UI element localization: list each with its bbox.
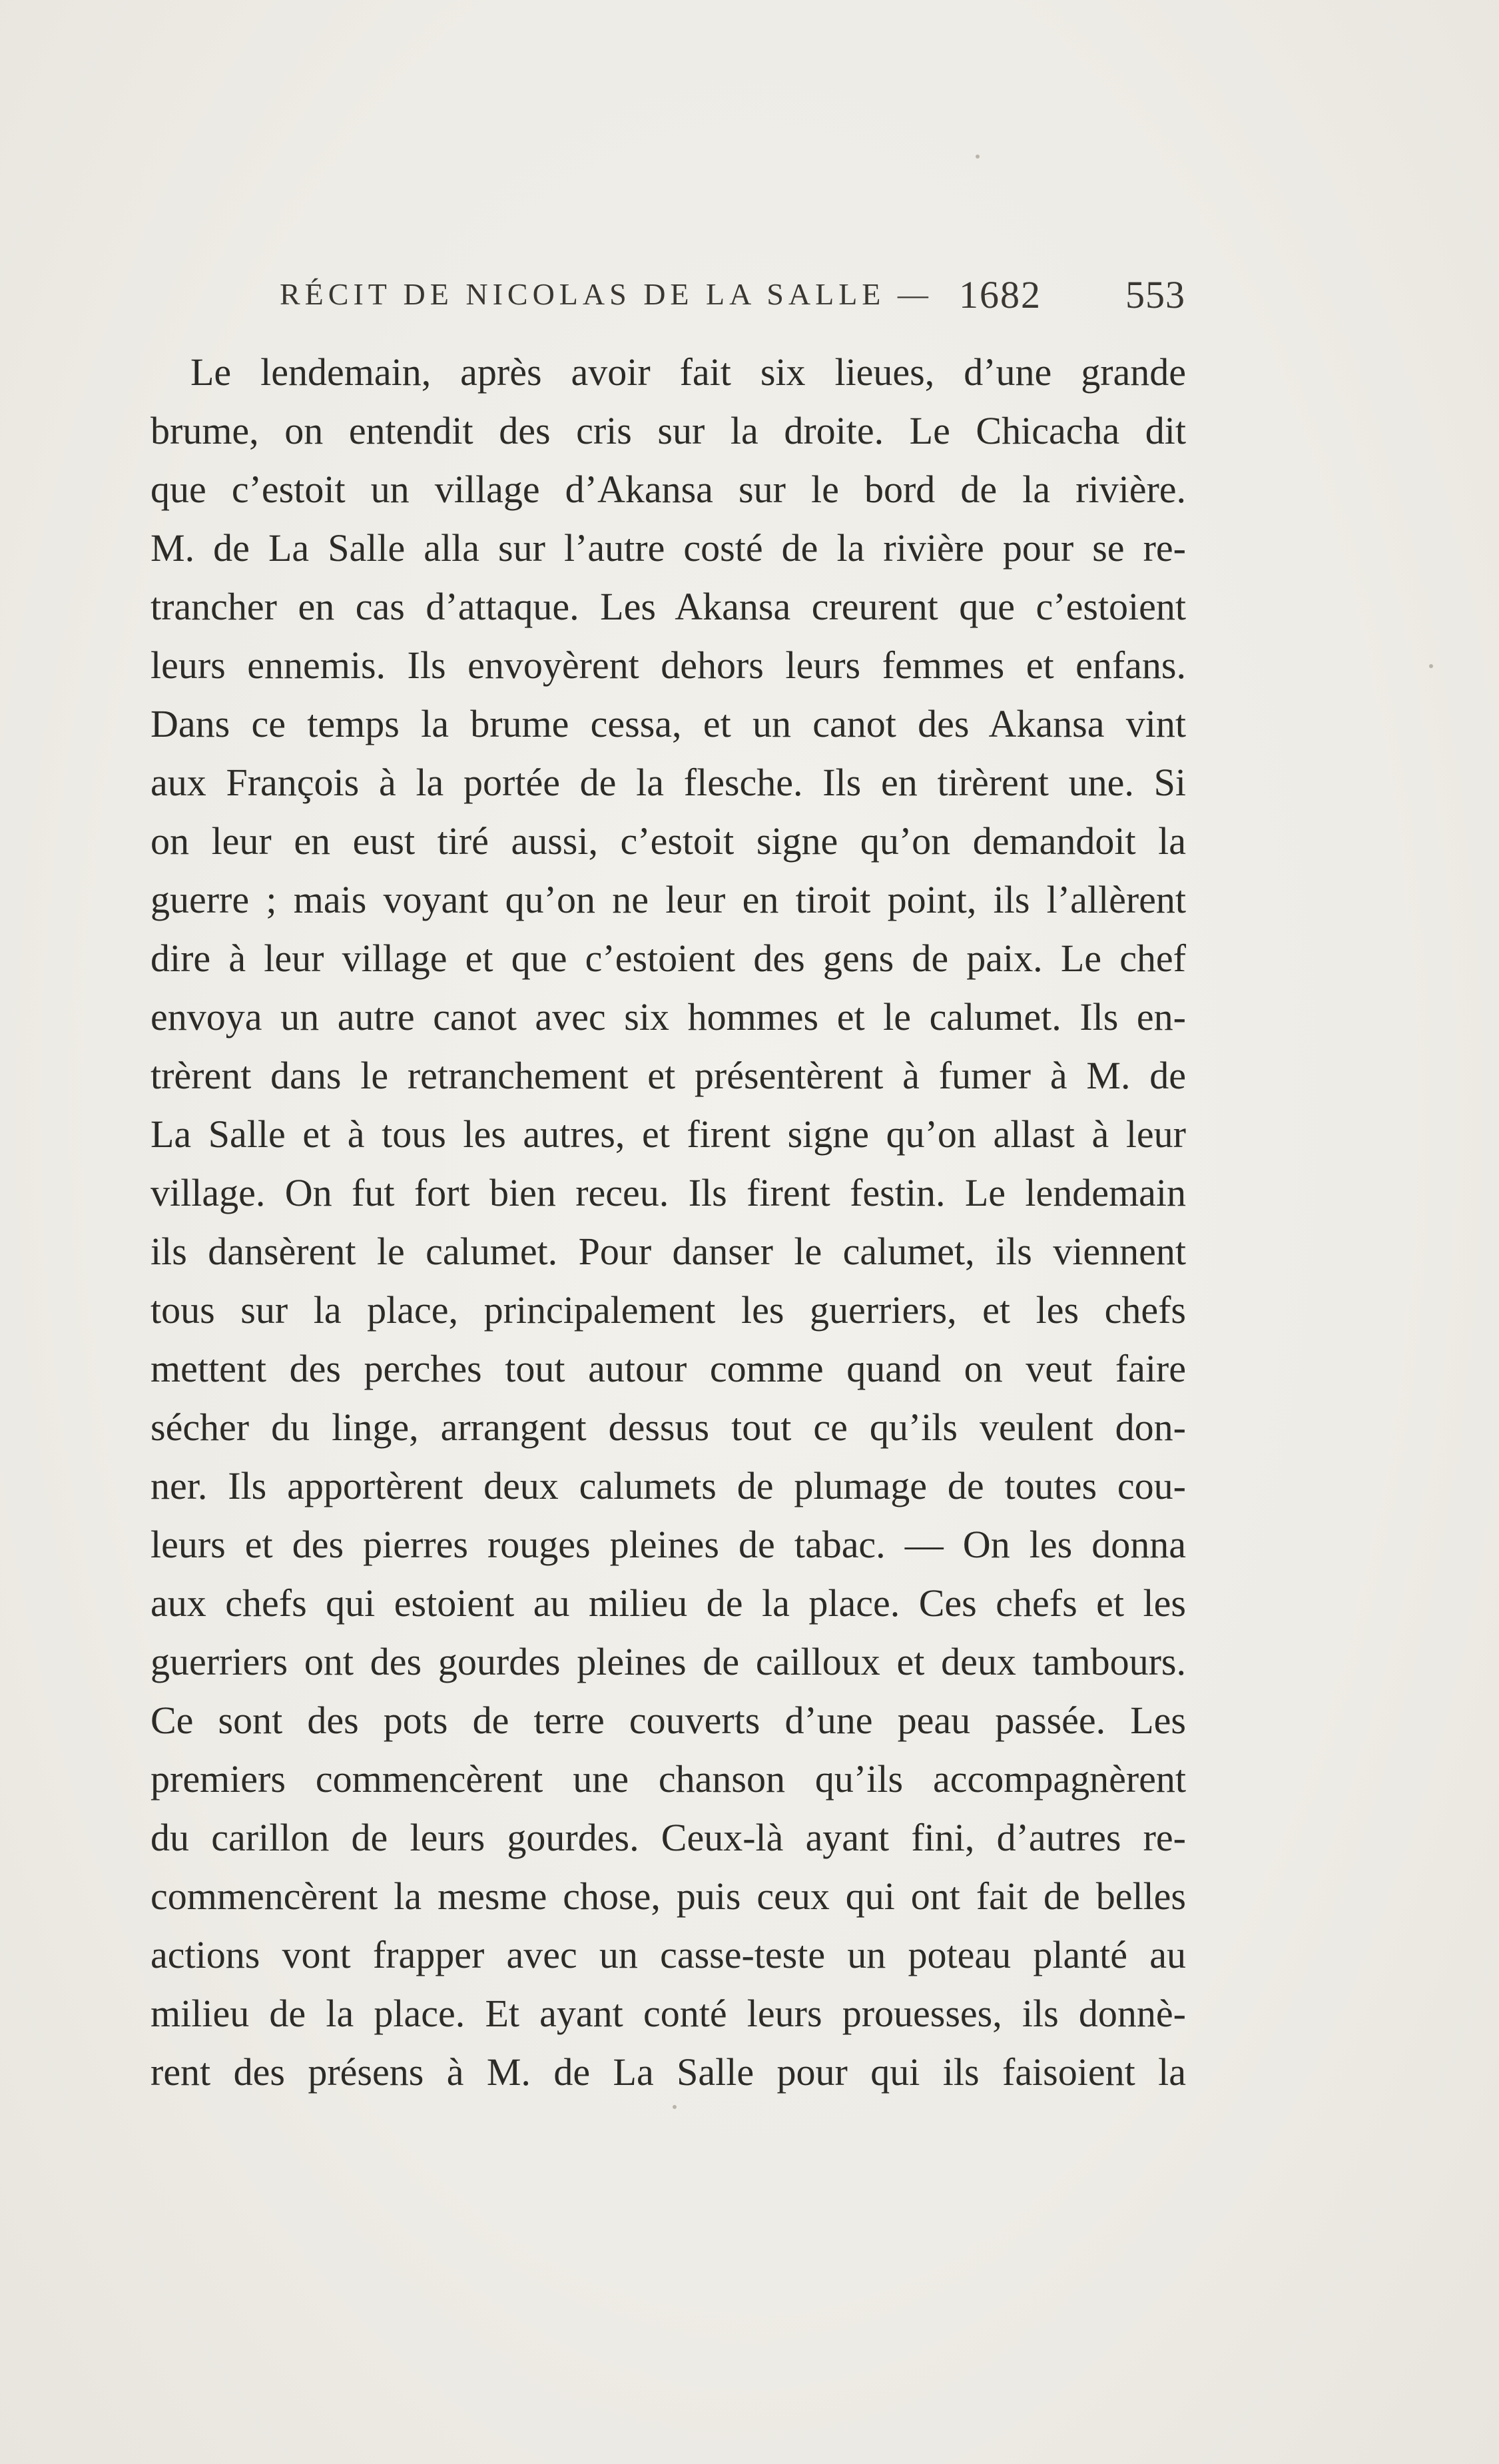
running-head-year: 1682 xyxy=(959,273,1042,316)
text-line: premiers commencèrent une chanson qu’ils accompagnèrent xyxy=(150,1757,1186,1801)
paper-speck xyxy=(976,155,980,159)
text-line: trèrent dans le retranchement et présentèrent à fumer à M. de xyxy=(150,1054,1186,1097)
text-line: village. On fut fort bien receu. Ils firent festin. Le lendemain xyxy=(150,1171,1186,1214)
text-line: aux François à la portée de la flesche. Ils en tirèrent une. Si xyxy=(150,761,1186,804)
text-line: mettent des perches tout autour comme quand on veut faire xyxy=(150,1347,1186,1390)
page-number: 553 xyxy=(1125,273,1185,316)
text-line: Ce sont des pots de terre couverts d’une peau passée. Les xyxy=(150,1699,1186,1742)
paper-speck xyxy=(1429,664,1433,668)
text-line: Le lendemain, après avoir fait six lieues, d’une grande xyxy=(190,350,1186,394)
text-line: sécher du linge, arrangent dessus tout ce qu’ils veulent don- xyxy=(150,1406,1186,1449)
text-line: M. de La Salle alla sur l’autre costé de la rivière pour se re- xyxy=(150,526,1186,570)
body-text xyxy=(150,343,1186,2102)
text-line: actions vont frapper avec un casse-teste un poteau planté au xyxy=(150,1933,1186,1976)
text-line: brume, on entendit des cris sur la droite. Le Chicacha dit xyxy=(150,409,1186,452)
text-line: leurs ennemis. Ils envoyèrent dehors leurs femmes et enfans. xyxy=(150,643,1186,687)
text-line: du carillon de leurs gourdes. Ceux-là ayant fini, d’autres re- xyxy=(150,1816,1186,1859)
text-line: Dans ce temps la brume cessa, et un canot des Akansa vint xyxy=(150,702,1186,745)
text-line: dire à leur village et que c’estoient des gens de paix. Le chef xyxy=(150,937,1186,980)
text-line: guerre ; mais voyant qu’on ne leur en tiroit point, ils l’allèrent xyxy=(150,878,1186,921)
text-line: commencèrent la mesme chose, puis ceux qui ont fait de belles xyxy=(150,1874,1186,1918)
text-line: que c’estoit un village d’Akansa sur le bord de la rivière. xyxy=(150,468,1186,511)
text-line: trancher en cas d’attaque. Les Akansa creurent que c’estoient xyxy=(150,585,1186,628)
text-line: envoya un autre canot avec six hommes et le calumet. Ils en- xyxy=(150,995,1186,1038)
paper-speck xyxy=(673,2105,677,2109)
text-line: La Salle et à tous les autres, et firent signe qu’on allast à leur xyxy=(150,1112,1186,1156)
text-line: ils dansèrent le calumet. Pour danser le calumet, ils viennent xyxy=(150,1230,1186,1273)
text-line: aux chefs qui estoient au milieu de la place. Ces chefs et les xyxy=(150,1581,1186,1625)
text-line: ner. Ils apportèrent deux calumets de plumage de toutes cou- xyxy=(150,1464,1186,1507)
running-head xyxy=(280,273,1185,316)
text-line: milieu de la place. Et ayant conté leurs prouesses, ils donnè- xyxy=(150,1992,1186,2035)
text-line: guerriers ont des gourdes pleines de cailloux et deux tambours. xyxy=(150,1640,1186,1683)
text-line: tous sur la place, principalement les guerriers, et les chefs xyxy=(150,1288,1186,1332)
text-line: on leur en eust tiré aussi, c’estoit signe qu’on demandoit la xyxy=(150,819,1186,863)
running-head-title: RÉCIT DE NICOLAS DE LA SALLE — xyxy=(280,277,933,311)
text-line: rent des présens à M. de La Salle pour qui ils faisoient la xyxy=(150,2050,1186,2094)
text-line: leurs et des pierres rouges pleines de tabac. — On les donna xyxy=(150,1523,1186,1566)
